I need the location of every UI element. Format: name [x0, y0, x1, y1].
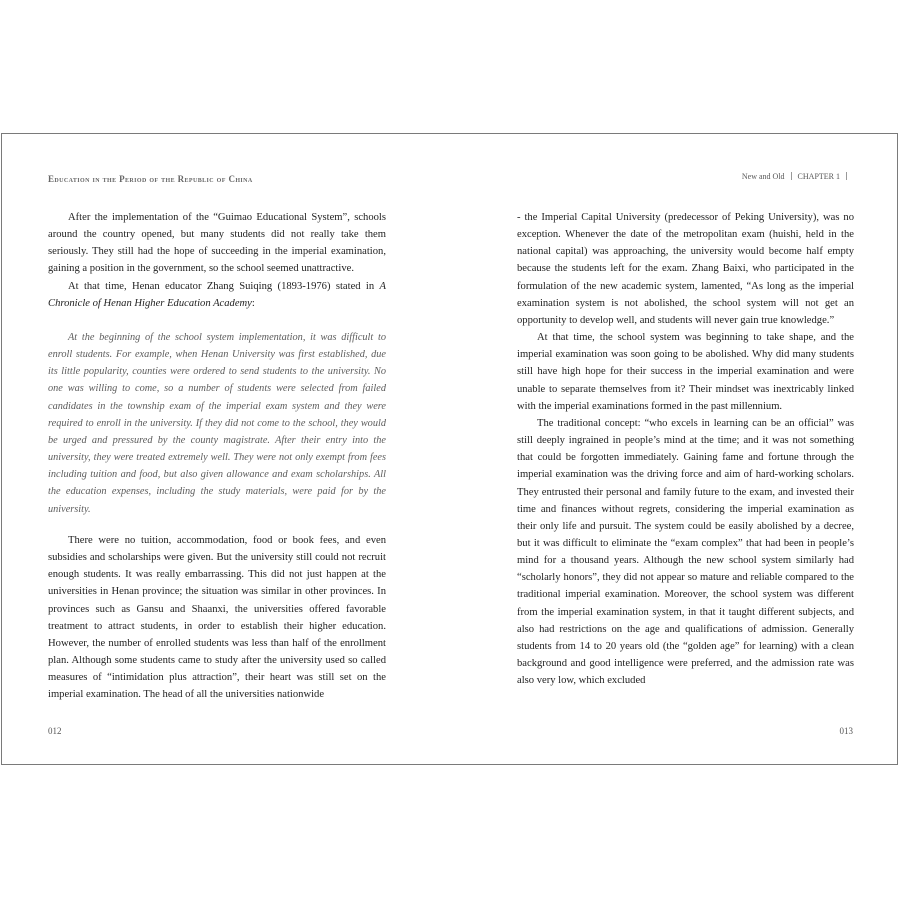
- left-paragraph-3: There were no tuition, accommodation, food or book fees, and even subsidies and scholarships were given. But the university still could not recruit enough students. It was really embarrassing. This did not just happen at the universities in Henan province; the situation was similar in other provinces. In provinces such as Gansu and Shaanxi, the universities offered favorable treatment to attract students, in order to establish their higher education. However, the number of enrolled students was less than half of the enrollment plan. Although some students came to study after the university used so called measures of “intimidation plus attraction”, their heart was still set on the imperial examination. The head of all the universities nationwide: [48, 535, 386, 701]
- right-page: [451, 134, 899, 764]
- running-head-section-title: New and Old: [741, 172, 785, 181]
- page-number-right: 013: [839, 726, 853, 736]
- right-paragraph-2: At that time, the school system was beginning to take shape, and the imperial examination was soon going to be abolished. Why did many students still have high hope for their success in the imperial examination and were unable to separate themselves from it? Their mindset was inextricably linked with the imperial examinations formed in the past millennium.: [517, 332, 854, 412]
- left-page: [2, 134, 451, 764]
- right-paragraph-3: The traditional concept: “who excels in learning can be an official” was still deeply ingrained in people’s mind at the time; and it was not something that could be forgotten immediately. Gaining fame and fortune through the imperial examination was the driving force and aim of hard-working scholars. They entrusted their personal and family future to the exam, and invested their time and finances without regrets, considering the imperial examination as their only life and pursuit. The system could be easily abolished by a decree, but it was difficult to eliminate the “exam complex” that had been in people’s mind for a thousand years. Although the new school system similarly had “scholarly honors”, they did not appear so mature and reliable compared to the traditional imperial examination. Moreover, the school system was different from the imperial examination system, in that it taught different subjects, and also had restrictions on the age and qualifications of admission. Generally students from 14 to 20 years old (the “golden age” for learning) with a clean background and good intelligence were preferred, and the admission rate was also very low, which excluded: [517, 417, 854, 687]
- running-head-book-title: Education in the Period of the Republic of China: [48, 174, 253, 184]
- book-spread: [1, 133, 898, 765]
- running-head-divider-end: [846, 172, 847, 180]
- page-number-left: 012: [48, 726, 62, 736]
- block-quote: [48, 329, 386, 518]
- running-head-chapter: [742, 172, 853, 181]
- right-paragraph-1: - the Imperial Capital University (predecessor of Peking University), was no exception. Whenever the date of the metropolitan exam (huishi, held in the national capital) was approaching, the university would become half empty because the students left for the exam. Zhang Baixi, who participated in the formulation of the new academic system, lamented, “As long as the imperial examination system is not abolished, the school system will not get an opportunity to develop well, and students will never gain true knowledge.”: [517, 212, 854, 326]
- left-paragraph-2-end: :: [251, 297, 255, 309]
- running-head-chapter-label: CHAPTER 1: [797, 172, 840, 181]
- running-head-divider: [791, 172, 792, 180]
- left-paragraph-2: [48, 278, 386, 312]
- block-quote-text: At the beginning of the school system implementation, it was difficult to enroll students. For example, when Henan University was first established, due its little popularity, counties were ordered to send students to the university. No one was willing to come, so a number of students were selected from failed candidates in the township exam of the imperial exam system and they were required to enroll in the university. If they did not come to the school, they would be urged and pressured by the county magistrate. After their entry into the university, they were treated extremely well. They were not only exempt from fees including tuition and food, but also given allowance and exam scholarships. All the education expenses, including the study materials, were paid for by the university.: [48, 332, 386, 515]
- book-title-citation: A Chronicle of Henan Higher Education Academy: [48, 280, 386, 309]
- left-paragraph-2-lead: At that time, Henan educator Zhang Suiqing (1893-1976) stated in: [68, 280, 380, 292]
- left-body-text-top: [48, 209, 386, 312]
- left-body-text-bottom: [48, 532, 386, 704]
- right-body-text: [517, 209, 854, 689]
- left-paragraph-1: After the implementation of the “Guimao Educational System”, schools around the country opened, but many students did not really take them seriously. They still had the hope of succeeding in the imperial examination, gaining a position in the government, so the school seemed unattractive.: [48, 212, 386, 275]
